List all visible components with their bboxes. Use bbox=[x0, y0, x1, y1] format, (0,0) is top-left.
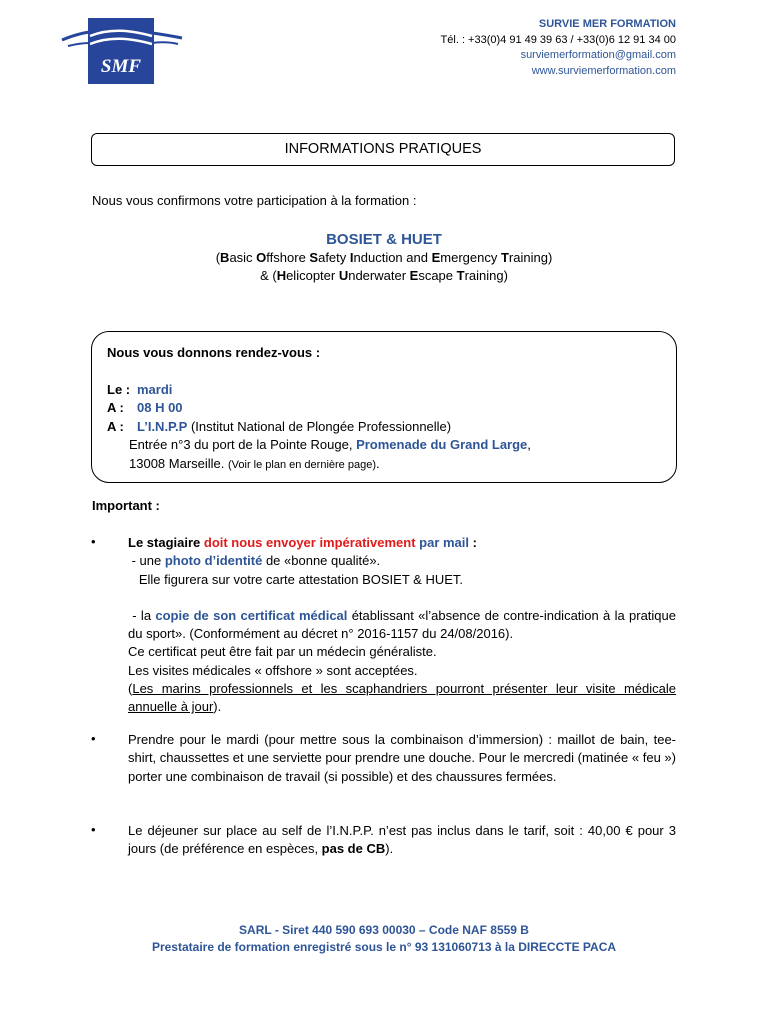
bullet-2-text: Prendre pour le mardi (pour mettre sous la combinaison d’immersion) : maillot de bain, tee-shirt, chaussettes et une serviette pour prendre une douche. Pour le mercredi (matinée « feu ») porter une combinaison de travail (si possible) et des chaussures fermées. bbox=[128, 732, 676, 784]
rendezvous-address-2: 13008 Marseille. (Voir le plan en dernière page). bbox=[129, 455, 380, 471]
bullet-1-symbol: • bbox=[91, 534, 96, 549]
rendezvous-day: Le : mardi bbox=[107, 381, 173, 397]
course-title: BOSIET & HUET bbox=[326, 231, 442, 248]
rendezvous-heading: Nous vous donnons rendez-vous : bbox=[107, 345, 321, 360]
course-block bbox=[0, 230, 768, 285]
company-info bbox=[441, 17, 676, 79]
smf-logo bbox=[60, 16, 184, 86]
footer-line-2: Prestataire de formation enregistré sous le n° 93 131060713 à la DIRECCTE PACA bbox=[151, 940, 617, 954]
company-email-link[interactable]: surviemerformation@gmail.com bbox=[520, 49, 676, 61]
rendezvous-address-1: Entrée n°3 du port de la Pointe Rouge, Promenade du Grand Large, bbox=[129, 437, 531, 453]
footer-line-1: SARL - Siret 440 590 693 00030 – Code NAF 8559 B bbox=[239, 923, 529, 937]
course-line-2: & (Helicopter Underwater Escape Training) bbox=[260, 268, 508, 283]
confirmation-text: Nous vous confirmons votre participation à la formation : bbox=[92, 193, 417, 208]
course-line-1: (Basic Offshore Safety Induction and Emergency Training) bbox=[215, 250, 553, 265]
logo-text: SMF bbox=[100, 56, 142, 77]
rendezvous-place: A : L’I.N.P.P (Institut National de Plongée Professionnelle) bbox=[107, 418, 452, 434]
rendezvous-time: A : 08 H 00 bbox=[107, 400, 183, 416]
page-title: INFORMATIONS PRATIQUES bbox=[91, 133, 675, 166]
bullet-1-text: Le stagiaire doit nous envoyer impérativement par mail : - une photo d’identité de «bonne qualité». Elle figurera sur votre carte attestation BOSIET & HUET. - la copie de son certificat médical établissant «l’absence de contre-indication à la pratique du sport». (Conformément au décret n° 2016-1157 du 24/08/2016). Ce certificat peut être fait par un médecin généraliste. Les visites médicales « offshore » sont acceptées. (Les marins professionnels et les scaphandriers pourront présenter leur visite médicale annuelle à jour). bbox=[128, 535, 676, 715]
bullet-3-text: Le déjeuner sur place au self de l’I.N.P.P. n’est pas inclus dans le tarif, soit : 40,00 € pour 3 jours (de préférence en espèces, pas de CB). bbox=[128, 823, 676, 857]
bullet-2-symbol: • bbox=[91, 731, 96, 746]
rendezvous-box bbox=[91, 331, 677, 483]
company-website-link[interactable]: www.surviemerformation.com bbox=[531, 64, 676, 77]
company-name: SURVIE MER FORMATION bbox=[538, 18, 676, 30]
bullet-3-symbol: • bbox=[91, 822, 96, 837]
important-heading: Important : bbox=[92, 498, 160, 513]
footer bbox=[0, 922, 768, 956]
company-phone: Tél. : +33(0)4 91 49 39 63 / +33(0)6 12 91 34 00 bbox=[440, 33, 676, 46]
